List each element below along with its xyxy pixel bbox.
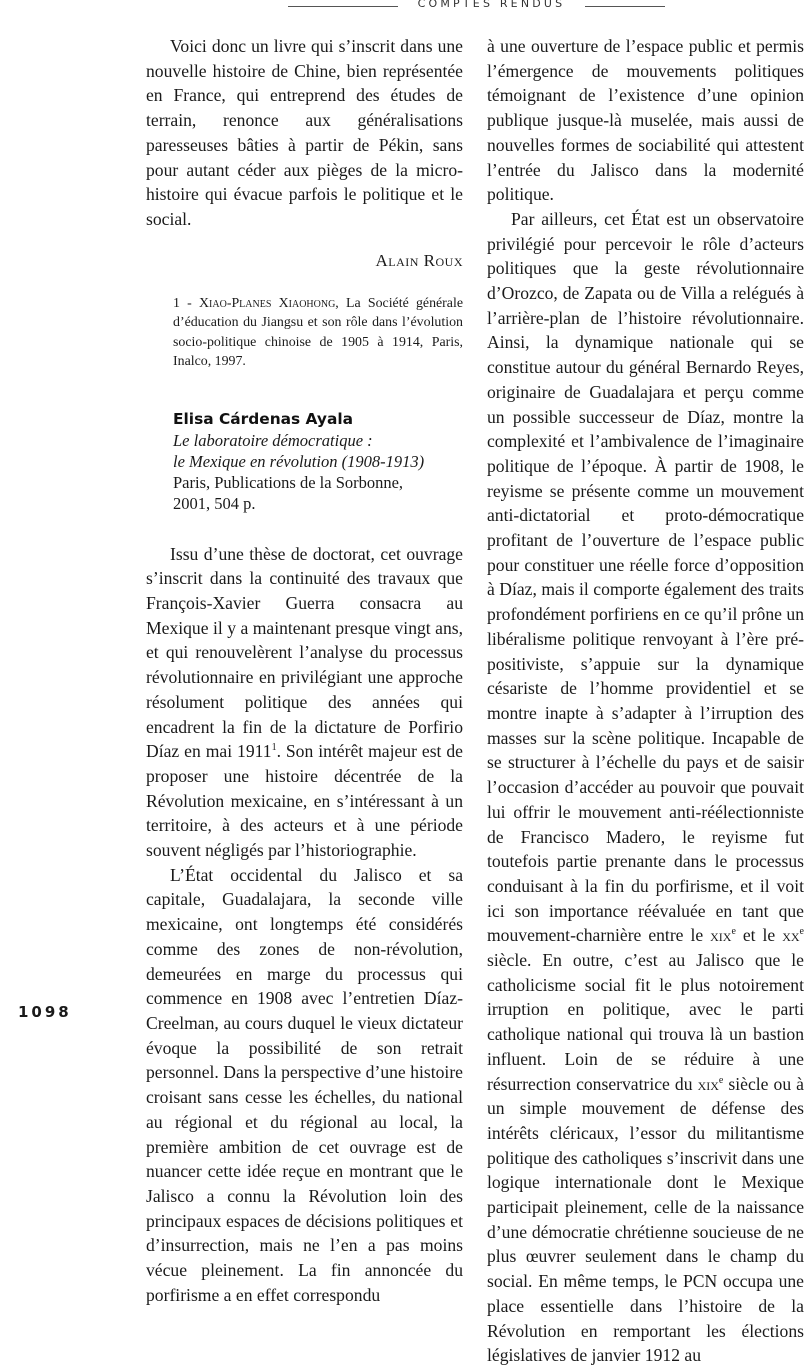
right-column [487, 34, 804, 1368]
review2-p1: Issu d’une thèse de doctorat, cet ouvrage s’inscrit dans la continuité des travaux que François-Xavier Guerra consacra au Mexique il y a maintenant presque vingt ans, et qui renouvelèrent l’analyse du processus révolutionnaire en privilégiant une approche résolument politique des années qui encadrent la fin de la dictature de Porfirio Díaz en mai 1911 [146, 543, 463, 762]
century-sup: e [718, 1074, 724, 1086]
running-header: COMPTES RENDUS [417, 0, 566, 10]
header-rule-left [288, 6, 398, 7]
review2-paragraph2: L’État occidental du Jalisco et sa capitale, Guadalajara, la seconde ville mexicaine, ont longtemps été considérés comme des zones de non-révolution, demeurées en marge du processus qui commence en 1908 avec l’entretien Díaz-Creelman, au cours duquel le vieux dictateur évoque la possibilité de son retrait personnel. Dans la perspective d’une histoire croisant sans cesse les échelles, du national au régional et du régional au local, la première ambition de cet ouvrage est de nuancer cette idée reçue en montrant que le Jalisco a connu la Révolution loin des principaux espaces de décisions politiques et d’insurrection, mais ne l’en a pas moins vécue pleinement. La fin annoncée du porfirisme a en effet correspondu [146, 864, 463, 1305]
review2-p1-end: . Son intérêt majeur est de proposer une histoire décentrée de la Révolution mexicaine, en s’intéressant à un territoire, à des acteurs et à une période souvent négligés par l’historiographie. [146, 741, 463, 861]
conj: et le [742, 925, 776, 946]
book-details: 2001, 504 p. [173, 493, 256, 513]
footnote-text: La Société générale d’éducation du Jiangsu et son rôle dans l’évolution socio-politique chinoise de 1905 à 1914, Paris, Inalco, 1997. [173, 295, 463, 370]
review2-p3a: Par ailleurs, cet État est un observatoire privilégié pour percevoir le rôle d’acteurs politiques que la geste révolutionnaire d’Orozco, de Zapata ou de Villa a relégués à l’arrière-plan de l’histoire révolutionnaire. Ainsi, la dynamique nationale qui se constitue autour du général Bernardo Reyes, originaire de Guadalajara et perçu comme un possible successeur de Díaz, montre la complexité et l’ambivalence de l’imaginaire politique de l’époque. À partir de 1908, le reyisme se présente comme un mouvement anti-dictatorial et proto-démocratique profitant de l’ouverture de l’espace public pour constituer une réelle force d’opposition à Díaz, mais il comporte également des traits profondément porfiriens en ce qu’il prône un libéralisme politique renvoyant à l’ère pré-positiviste, s’appuie sur la dynamique césariste de l’homme providentiel et se montre inapte à s’adapter à l’irruption des masses sur la scène politique. Incapable de se structurer à l’échelle du pays et de saisir l’occasion d’accéder au pouvoir que pouvait lui offrir le mouvement anti-réélectionniste de Francisco Madero, le reyisme fut toutefois partie prenante dans le processus conduisant à la fin du porfirisme, et il voit ici son importance réévaluée en tant que mouvement-charnière entre le [487, 208, 804, 946]
century-20: xx [782, 925, 800, 946]
footnote [173, 294, 463, 372]
review1-paragraph: Voici donc un livre qui s’inscrit dans une nouvelle histoire de Chine, bien représentée en France, qui entreprend des études de terrain, renonce aux généralisations paresseuses bâties à partir de Pékin, sans pour autant céder aux pièges de la micro-histoire qui évacue parfois le politique et le social. [146, 36, 463, 229]
footnote-author: Xiao-Planes Xiaohong, [199, 295, 339, 311]
footnote-marker: 1 - [173, 295, 192, 311]
header-rule-right [585, 6, 665, 7]
century-sup: e [731, 926, 736, 938]
book-publisher: Paris, Publications de la Sorbonne, [173, 472, 404, 492]
review2-p3b: siècle. En outre, c’est au Jalisco que le catholicisme social fit le plus notoirement irruption en politique, avec le parti catholique national qui trouva là un bastion influent. Loin de se réduire à une résurrection conservatrice du [487, 950, 804, 1094]
review2-p3c: siècle ou à un simple mouvement de défense des intérêts cléricaux, l’essor du militantisme politique des catholiques s’inscrivit dans une logique internationale dont le Mexique participait pleinement, celle de la naissance d’une démocratie chrétienne soucieuse de ne plus œuvrer seulement dans le champ du social. En même temps, le PCN occupa une place essentielle dans l’histoire de la Révolution en remportant les élections législatives de janvier 1912 au [487, 1073, 804, 1366]
book-reference [173, 408, 463, 514]
century-19: xix [697, 1073, 719, 1094]
book-title-line2: le Mexique en révolution (1908-1913) [173, 451, 425, 471]
reviewer-signature: Alain Roux [375, 250, 463, 270]
review2-paragraph2-continued: à une ouverture de l’espace public et permis l’émergence de mouvements politiques témoignant de l’existence d’une opinion publique jusque-là muselée, mais aussi de nouvelles formes de sociabilité qui attestent l’entrée du Jalisco dans la modernité politique. [487, 36, 804, 205]
page-number: 1098 [18, 1003, 72, 1021]
footnote-ref: 1 [271, 742, 277, 754]
book-title-line1: Le laboratoire démocratique : [173, 430, 373, 450]
review2-paragraph1 [146, 542, 463, 863]
century-sup: e [799, 926, 804, 938]
left-column [146, 34, 463, 1307]
book-author: Elisa Cárdenas Ayala [173, 409, 353, 428]
review2-paragraph3 [487, 207, 804, 1368]
century-19: xix [710, 925, 732, 946]
